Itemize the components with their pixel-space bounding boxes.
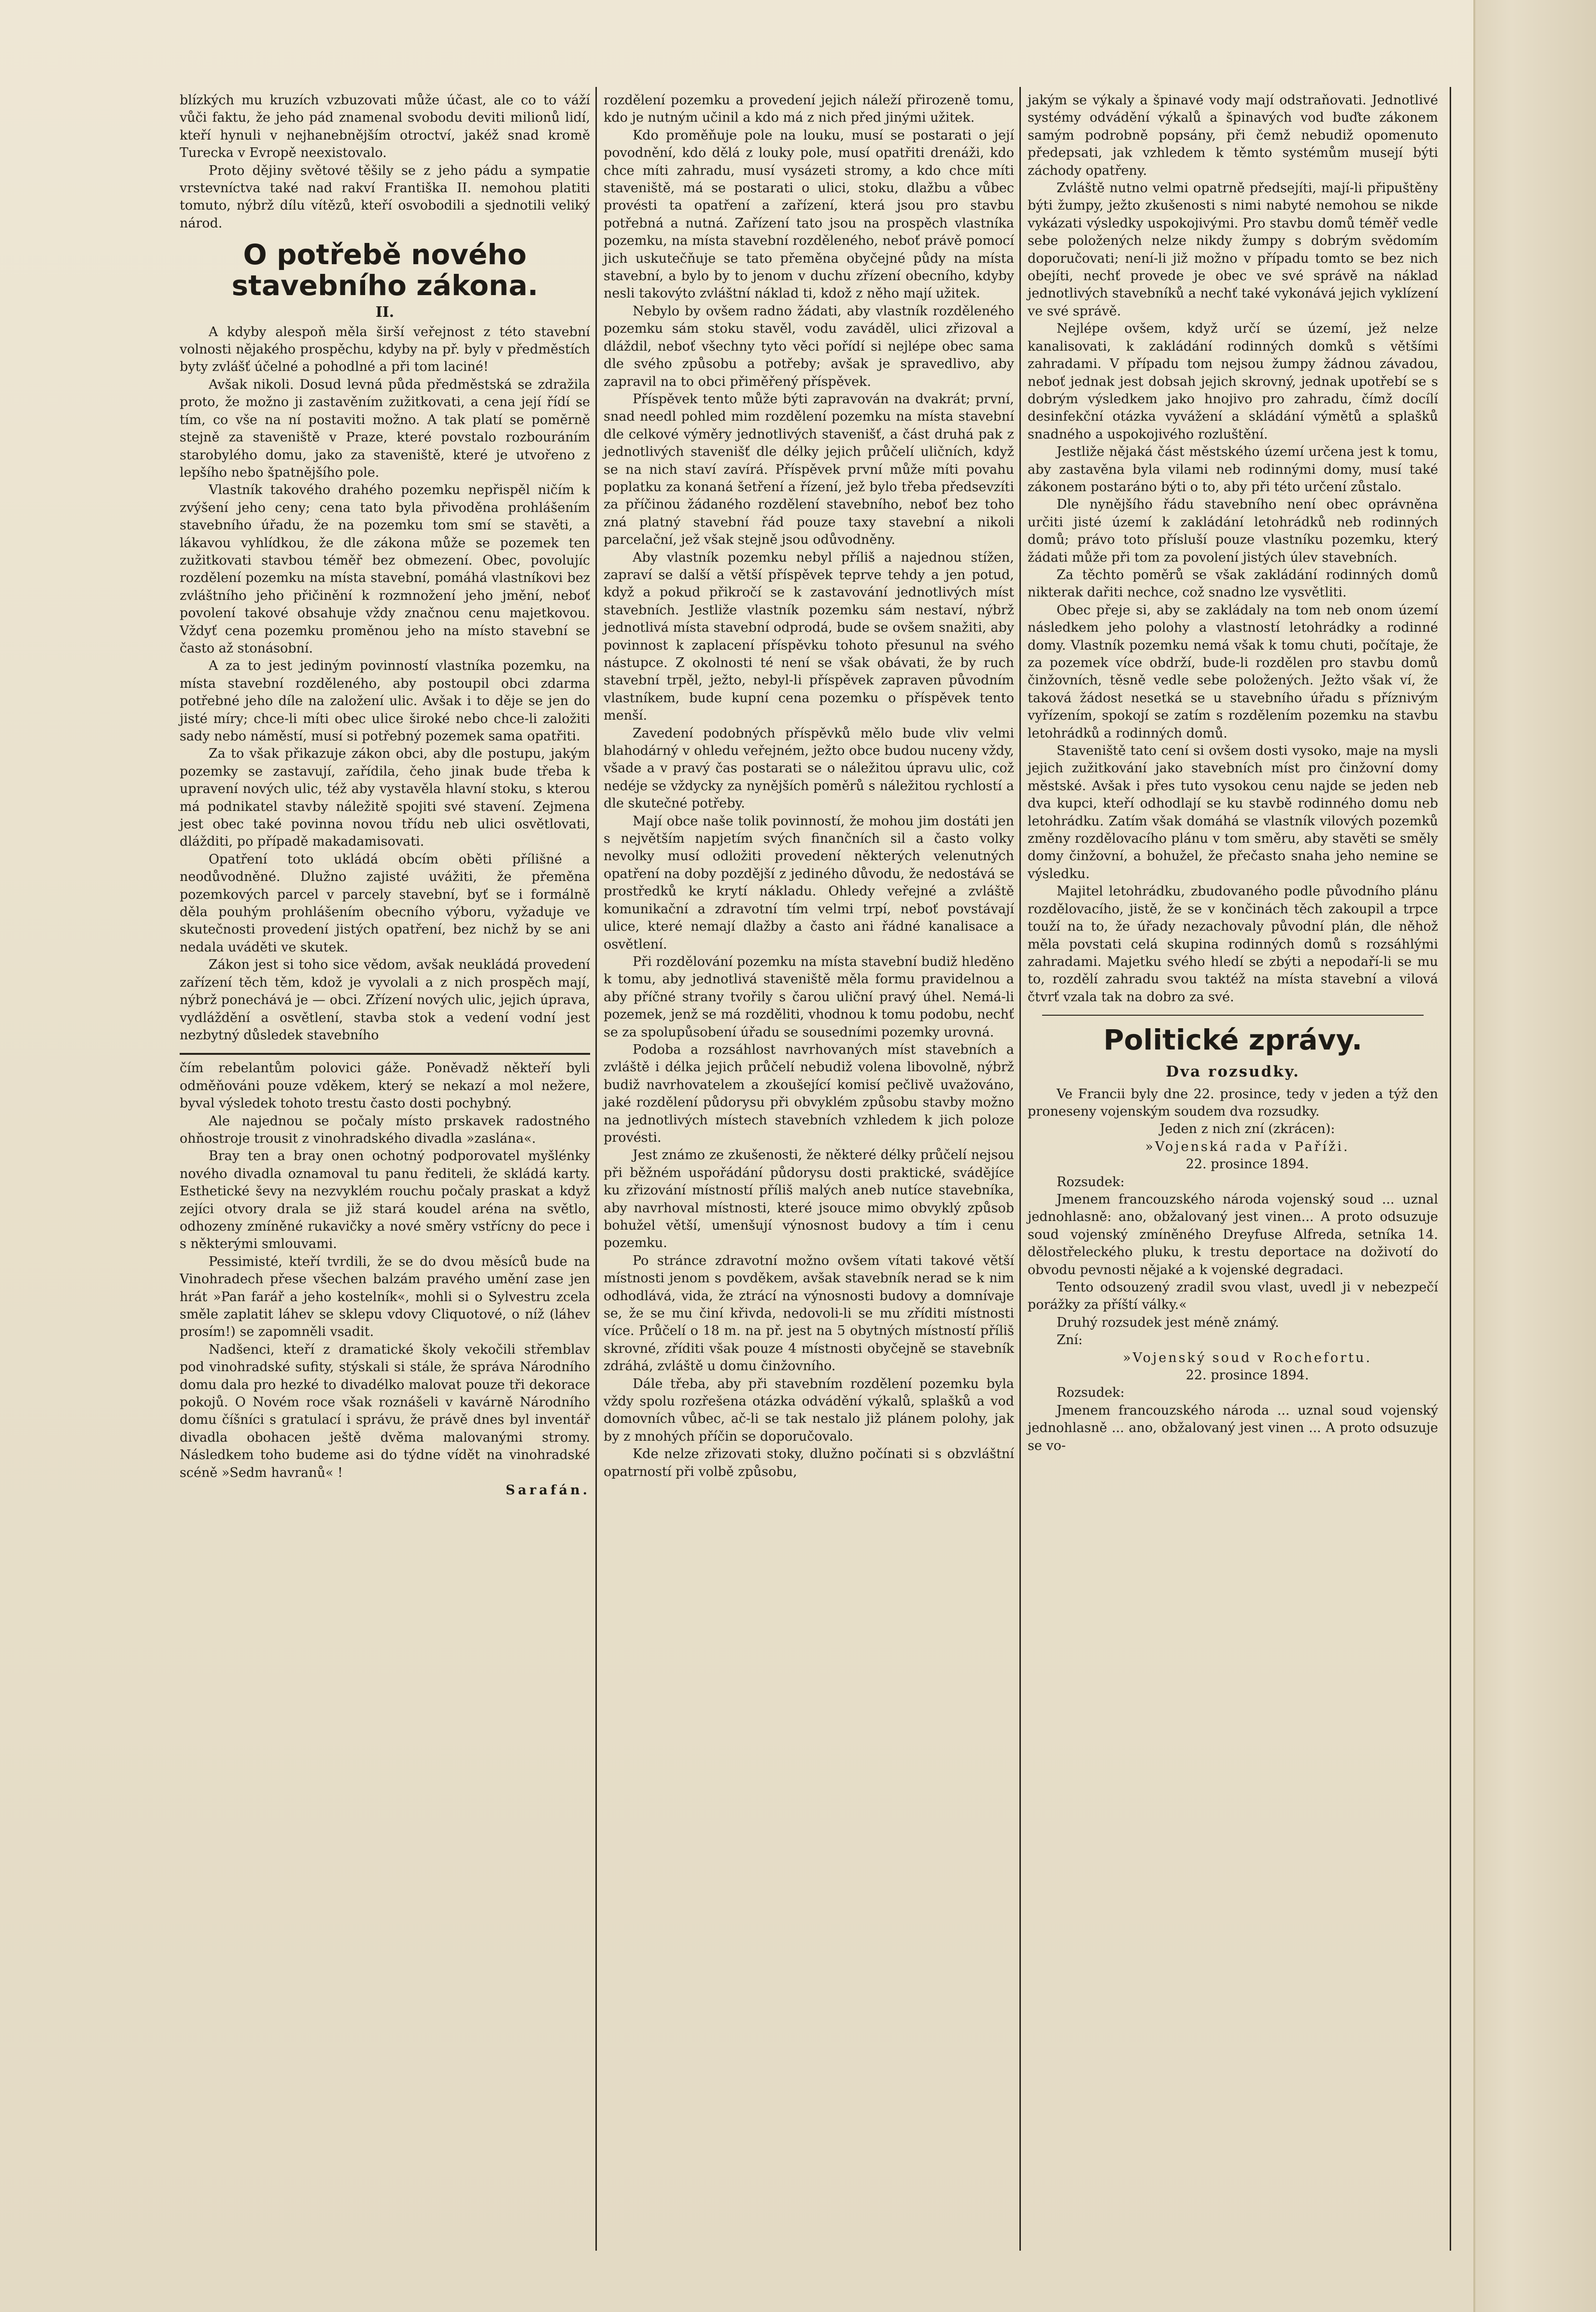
paragraph: Ve Francii byly dne 22. prosince, tedy v jeden a týž den proneseny vojenským soudem dva rozsudky. bbox=[1028, 1086, 1438, 1119]
paragraph: Za těchto poměrů se však zakládání rodinných domů nikterak dařiti nechce, což snadno lze vysvětliti. bbox=[1028, 567, 1438, 600]
section-title: Politické zprávy. bbox=[1103, 1023, 1362, 1057]
paragraph: Jmenem francouzského národa ... uznal soud vojenský jednohlasně ... ano, obžalovaný jest vinen ... A proto odsuzuje se vo- bbox=[1028, 1403, 1438, 1453]
paragraph: Nebylo by ovšem radno žádati, aby vlastník rozděleného pozemku sám stoku stavěl, vodu zaváděl, ulici zřizoval a dláždil, neboť všechny tyto věci pořídí si nejlépe obec sama dle svého způsobu a potřeby; avšak je spravedlivo, aby zapravil na to obci přiměřený příspěvek. bbox=[604, 303, 1014, 389]
quote-label: Zní: bbox=[1057, 1333, 1083, 1348]
paragraph: Bray ten a bray onen ochotný podporovatel myšlénky nového divadla oznamoval tu panu řediteli, že skládá karty. Esthetické ševy na nezvyklém rouchu počaly praskat a když zejíci otvory drala se již stará koudel aréna na světlo, odhozeny zmíněné rukavičky a nové směry vstřícny do pece i s některými smlouvami. bbox=[180, 1149, 590, 1252]
paragraph: čím rebelantům polovici gáže. Poněvadž někteří byli odměňováni pouze vděkem, který se nekazí a mol nežere, byval výsledek tohoto trestu často dosti pochybný. bbox=[180, 1061, 590, 1111]
paragraph: Avšak nikoli. Dosud levná půda předměstská se zdražila proto, že možno ji zastavěním zužitkovati, a cena její řídí se tím, co vše na ní postaviti možno. A tak platí se poměrně stejně za staveniště v Praze, které povstalo rozbouráním starobylého domu, jako za staveniště, které je utvořeno z lepšího nebo špatnějšího pole. bbox=[180, 377, 590, 480]
column-divider bbox=[1019, 87, 1021, 2251]
paragraph: Zvláště nutno velmi opatrně předsejíti, mají-li připuštěny býti žumpy, ježto zkušenosti s nimi nabyté nemohou se nikde vykázati výsledky uspokojivými. Pro stavbu domů téměř vedle sebe položených nelze nikdy žumpy s dobrým svědomím doporučovati; není-li již možno v případu tomto se bez nich obejíti, nechť provede je obec ve své správě na náklad jednotlivých stavebníků a nechť také vykonává jejich vyklízení ve své správě. bbox=[1028, 181, 1438, 319]
quote-heading: »Vojenská rada v Paříži. bbox=[1145, 1139, 1350, 1154]
paragraph: Aby vlastník pozemku nebyl příliš a najednou stížen, zapraví se další a větší příspěvek teprve tehdy a jen potud, když a pokud přikročí se k zastavování jednotlivých míst stavebních. Jestliže vlastník pozemku sám nestaví, nýbrž jednotlivá místa stavební odprodá, bude se ovšem snažiti, aby povinnost k zaplacení příspěvku tohoto přesunul na svého nástupce. Z okolnosti té není se však obávati, že by ruch stavební trpěl, ježto, nebyl-li příspěvek zapraven původním vlastníkem, bude kupní cena pozemku o příspěvek tento menší. bbox=[604, 550, 1014, 723]
paragraph: Ale najednou se počaly místo prskavek radostného ohňostroje trousit z vinohradského divadla »zaslána«. bbox=[180, 1113, 590, 1146]
column-divider bbox=[595, 87, 597, 2251]
paragraph: Mají obce naše tolik povinností, že mohou jim dostáti jen s největším napjetím svých finančních sil a často volky nevolky musí odložiti provedení některých velenutných opatření na doby pozdější z jediného důvodu, že nedostává se prostředků ke krytí nákladu. Ohledy veřejné a zvláště komunikační a zdravotní tím velmi trpí, neboť povstávají ulice, které nemají dlažby a často ani řádné kanalisace a osvětlení. bbox=[604, 813, 1014, 952]
column-divider bbox=[1450, 87, 1451, 2251]
author-signature: Sarafán. bbox=[506, 1483, 590, 1498]
paragraph: Nadšenci, kteří z dramatické školy vekočili střemblav pod vinohradské sufity, stýskali si stále, že správa Národního domu dala pro hezké to divadélko malovat pouze tři dekorace pokojů. O Novém roce však roznášeli v kavárně Národního domu číšníci s gratulací i správu, že právě dnes byl inventář divadla obohacen ještě dvěma malovanými stromy. Následkem toho budeme asi do týdne vídět na vinohradské scéně »Sedm havranů« ! bbox=[180, 1342, 590, 1480]
section-subtitle: Dva rozsudky. bbox=[1166, 1063, 1300, 1081]
paragraph: Jeden z nich zní (zkrácen): bbox=[1159, 1121, 1335, 1137]
paragraph: Jest známo ze zkušenosti, že některé délky průčelí nejsou při běžném uspořádání půdorysu dosti praktické, svádějíce ku zřizování místností příliš malých aneb nutíce stavebníka, aby navrhoval místnosti, které jsouce mimo obvyklý způsob bohužel větší, umenšují výnosnost budovy a tím i cenu pozemku. bbox=[604, 1148, 1014, 1251]
paragraph: blízkých mu kruzích vzbuzovati může účast, ale co to váží vůči faktu, že jeho pád znamenal svobodu deviti milionů lidí, kteří hynuli v nejhanebnějším otroctví, jakéž snad kromě Turecka v Evropě neexistovalo. bbox=[180, 93, 590, 161]
paragraph: Opatření toto ukládá obcím oběti přílišné a neodůvodněné. Dlužno zajisté uvážiti, že přeměna pozemkových parcel v parcely stavební, byť se i formálně děla pouhým prohlášením obecního výboru, vyžaduje ve skutečnosti provedení jistých opatření, bez nichž by se ani nedala uváděti ve skutek. bbox=[180, 851, 590, 955]
article-part: II. bbox=[375, 304, 395, 321]
quote-date: 22. prosince 1894. bbox=[1186, 1157, 1309, 1172]
paragraph: Druhý rozsudek jest méně známý. bbox=[1057, 1315, 1279, 1330]
paragraph: A kdyby alespoň měla širší veřejnost z této stavební volnosti nějakého prospěchu, kdyby na př. byly v předměstích byty zvlášť účelné a pohodlné a při tom laciné! bbox=[180, 324, 590, 375]
section-rule bbox=[1042, 1015, 1424, 1016]
column-1 bbox=[180, 92, 590, 1499]
paragraph: Staveniště tato cení si ovšem dosti vysoko, maje na mysli jejich zužitkování jako stavebních míst pro činžovní domy městské. Avšak i přes tuto vysokou cenu najde se jeden neb dva kupci, kteří odhodlají se ku stavbě rodinného domu neb letohrádku. Zatím však domáhá se vlastník vilových pozemků změny rozdělovacího plánu v tom směru, aby stavěti se směly domy činžovní, a bohužel, že přečasto snaha jeho nemine se výsledku. bbox=[1028, 743, 1438, 881]
article-title: O potřebě nového stavebního zákona. bbox=[231, 238, 538, 302]
quote-label: Rozsudek: bbox=[1057, 1385, 1125, 1401]
quote-heading: »Vojenský soud v Rochefortu. bbox=[1123, 1350, 1372, 1365]
paragraph: Jmenem francouzského národa vojenský soud ... uznal jednohlasně: ano, obžalovaný jest vinen... A proto odsuzuje soud vojenský zmíněného Dreyfuse Alfreda, setníka 14. dělostřeleckého pluku, k trestu deportace na doživotí do obvodu pevnosti nějaké a k vojenské degradaci. bbox=[1028, 1191, 1438, 1277]
column-3 bbox=[1028, 92, 1438, 1455]
paragraph: Za to však přikazuje zákon obci, aby dle postupu, jakým pozemky se zastavují, zařídila, čeho jinak bude třeba k upravení nových ulic, též aby vystavěla hlavní stoku, s kterou má podnikatel stavby náležitě spojiti své stavení. Zejmena jest obec také povinna novou třídu neb ulici osvětlovati, dlážditi, po případě makadamisovati. bbox=[180, 746, 590, 850]
feuilleton-rule bbox=[180, 1053, 590, 1055]
paragraph: Tento odsouzený zradil svou vlast, uvedl ji v nebezpečí porážky za příští války.« bbox=[1028, 1280, 1438, 1313]
paragraph: Pessimisté, kteří tvrdili, že se do dvou měsíců bude na Vinohradech přese všechen balzám pravého umění zase jen hrát »Pan farář a jeho kostelník«, mohli si o Sylvestru zcela směle zaplatit láhev se sklepu vdovy Cliquotové, o níž (láhev prosím!) se zapomněli vsadit. bbox=[180, 1254, 590, 1340]
page-margin bbox=[1473, 0, 1596, 2312]
paragraph: Zákon jest si toho sice vědom, avšak neukládá provedení zařízení těch těm, kdož je vyvolali a z nich prospěch mají, nýbrž ponechává je — obci. Zřízení nových ulic, jejich úprava, vydláždění a osvětlení, stavba stok a vedení vodní jest nezbytný důsledek stavebního bbox=[180, 957, 590, 1043]
paragraph: Dle nynějšího řádu stavebního není obec oprávněna určiti jisté území k zakládání letohrádků neb rodinných domů; právo toto přísluší pouze vlastníku pozemku, který žádati může při tom za povolení jistých úlev stavebních. bbox=[1028, 497, 1438, 565]
paragraph: Kdo proměňuje pole na louku, musí se postarati o její povodnění, kdo dělá z louky pole, musí opatřiti drenáži, kdo chce míti zahradu, musí vysázeti stromy, a kdo chce míti staveniště, má se postarati o ulici, stoku, dlažbu a vůbec provésti ta opatření a zařízení, která jsou pro stavbu potřebná a nutná. Zařízení tato jsou na prospěch vlastníka pozemku, na místa stavební rozděleného, neboť právě pomocí jich uskutečňuje se tato přeměna obyčejné půdy na místa stavební, a bylo by to jenom v duchu zřízení obecního, kdyby nesli takovýto zvláštní náklad ti, kdož z něho mají užitek. bbox=[604, 128, 1014, 301]
quote-date: 22. prosince 1894. bbox=[1186, 1368, 1309, 1383]
paragraph: Nejlépe ovšem, když určí se území, jež nelze kanalisovati, k zakládání rodinných domků s většími zahradami. V případu tom nejsou žumpy žádnou závadou, neboť jednak jest dobsah jejich skrovný, jednak upotřebí se s dobrým výsledkem jako hnojivo pro zahradu, čímž docílí desinfekční otázka vyvážení a skládání výmětů a splašků snadného a uspokojivého rozluštění. bbox=[1028, 321, 1438, 442]
paragraph: jakým se výkaly a špinavé vody mají odstraňovati. Jednotlivé systémy odvádění výkalů a špinavých vod buďte zákonem samým podrobně popsány, při čemž nebudiž opomenuto předepsati, jak vzhledem k těmto systémům musejí býti záchody opatřeny. bbox=[1028, 93, 1438, 178]
paragraph: Při rozdělování pozemku na místa stavební budiž hleděno k tomu, aby jednotlivá staveniště měla formu pravidelnou a aby příčné strany tvořily s čarou uliční pravý úhel. Nemá-li pozemek, jenž se má rozděliti, vhodnou k tomu podobu, nechť se za spolupůsobení úřadu se sousedními pozemky urovná. bbox=[604, 954, 1014, 1040]
column-2 bbox=[604, 92, 1014, 1481]
paragraph: Majitel letohrádku, zbudovaného podle původního plánu rozdělovacího, jistě, že se v končinách těch zakoupil a trpce touží na to, že úřady nezachovaly původní plán, dle něhož měla povstati celá skupina rodinných domů s rozsáhlými zahradami. Majetku svého hledí se zbýti a nepodaří-li se mu to, rozdělí zahradu svou taktéž na místa stavební a vilová čtvrť vzala tak na dobro za své. bbox=[1028, 884, 1438, 1005]
paragraph: A za to jest jediným povinností vlastníka pozemku, na místa stavební rozděleného, aby postoupil obci zdarma potřebné jeho díle na založení ulic. Avšak i to děje se jen do jisté míry; chce-li míti obec ulice široké nebo chce-li založiti sady nebo náměstí, musí si potřebný pozemek sama opatřiti. bbox=[180, 658, 590, 744]
paragraph: Podoba a rozsáhlost navrhovaných míst stavebních a zvláště i délka jejich průčelí nebudiž volena libovolně, nýbrž budiž navrhovatelem a zkoušející komisí pečlivě uvažováno, jaké rozdělení půdorysu při obvyklém způsobu stavby možno na jednotlivých místech stavebních vzhledem k jich poloze provésti. bbox=[604, 1042, 1014, 1145]
paragraph: Proto dějiny světové těšily se z jeho pádu a sympatie vrstevníctva také nad rakví Františka II. nemohou platiti tomuto, nýbrž dílu vítězů, kteří osvobodili a sjednotili veliký národ. bbox=[180, 163, 590, 231]
paragraph: Vlastník takového drahého pozemku nepřispěl ničím k zvýšení jeho ceny; cena tato byla přivoděna prohlášením stavebního úřadu, že na pozemku tom smí se stavěti, a lákavou vyhlídkou, že dle zákona může se pozemek ten zužitkovati stavbou téměř bez obmezení. Obec, povolujíc rozdělení pozemku na místa stavební, pomáhá vlastníkovi bez zvláštního jeho přičinění k rozmnožení jeho jmění, neboť povolení takové obsahuje vždy značnou cenu majetkovou. Vždyť cena pozemku proměnou jeho na místo stavební se často až stonásobní. bbox=[180, 482, 590, 656]
paragraph: Kde nelze zřizovati stoky, dlužno počínati si s obzvláštní opatrností při volbě způsobu, bbox=[604, 1447, 1014, 1479]
paragraph: Po stránce zdravotní možno ovšem vítati takové větší místnosti jenom s povděkem, avšak stavebník nerad se k nim odhodlává, vida, že ztrácí na výnosnosti budovy a domnívaje se, že se mu činí křivda, nedovoli-li se mu zříditi místnosti více. Průčelí o 18 m. na př. jest na 5 obytných místností příliš skrovné, zříditi však pouze 4 místnosti obyčejně se stavebník zdráhá, zvláště u domu činžovního. bbox=[604, 1253, 1014, 1374]
paragraph: Obec přeje si, aby se zakládaly na tom neb onom území následkem jeho polohy a vlastností letohrádky a rodinné domy. Vlastník pozemku nemá však k tomu chuti, počítaje, že za pozemek více obdrží, bude-li rozdělen pro stavbu domů činžovních, těsně vedle sebe položených. Ježto však ví, že taková žádost nesetká se u stavebního úřadu s příznivým vyřízením, spokojí se zatím s rozdělením pozemku na stavbu letohrádků a rodinných domů. bbox=[1028, 602, 1438, 741]
paragraph: Jestliže nějaká část městského území určena jest k tomu, aby zastavěna byla vilami neb rodinnými domy, musí také zákonem postaráno býti o to, aby při této určení zůstalo. bbox=[1028, 444, 1438, 495]
quote-label: Rozsudek: bbox=[1057, 1174, 1125, 1190]
paragraph: Příspěvek tento může býti zapravován na dvakrát; první, snad needl pohled mim rozdělení pozemku na místa stavební dle celkové výměry jednotlivých stavenišť, a část druhá pak z jednotlivých stavenišť dle délky jejich průčelí uličních, když se na nich staví zavírá. Příspěvek první může míti povahu poplatku za konaná šetření a řízení, jež bylo třeba předsevzíti za příčinou žádaného rozdělení stavebního, neboť bez toho zná platný stavební řád pouze taxy stavební a nikoli parcelační, jež však stejně jsou odůvodněny. bbox=[604, 391, 1014, 548]
paragraph: rozdělení pozemku a provedení jejich náleží přirozeně tomu, kdo je nutným učinil a kdo má z nich před jinými užitek. bbox=[604, 93, 1014, 126]
paragraph: Zavedení podobných příspěvků mělo bude vliv velmi blahodárný v ohledu veřejném, ježto obce budou nuceny vždy, všade a v pravý čas postarati se o náležitou úpravu ulic, což nedéje se vždycky za nynějších poměrů s náležitou rychlostí a dle skutečné potřeby. bbox=[604, 725, 1014, 811]
paragraph: Dále třeba, aby při stavebním rozdělení pozemku byla vždy spolu rozřešena otázka odvádění výkalů, splašků a vod domovních vůbec, ač-li se tak nestalo již plánem polohy, jak by z mnohých příčin se doporučovalo. bbox=[604, 1376, 1014, 1444]
